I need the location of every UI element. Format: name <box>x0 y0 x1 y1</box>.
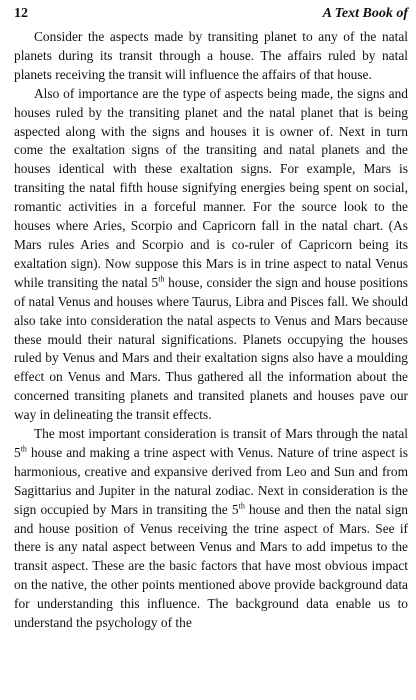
paragraph <box>14 28 408 85</box>
body-text <box>14 28 408 633</box>
paragraph-text: Also of importance are the type of aspects being made, the signs and houses ruled by the transiting planet and the natal planet that is being aspected along with the signs and houses it is owner of. Next in turn come the exaltation signs of the transiting and natal planets and the houses identical with these exaltation signs. For example, Mars is transiting the natal fifth house signifying energies being spent on social, romantic activities in a forceful manner. For the source look to the houses where Aries, Scorpio and Capricorn fall in the natal chart. (As Mars rules Aries and Scorpio and is co-ruler of Capricorn being its exaltation sign). Now suppose this Mars is in trine aspect to natal Venus while transiting the natal 5 <box>14 85 408 290</box>
paragraph-text: house, consider the sign and house positions of natal Venus and houses where Taurus, Libra and Pisces fall. We should also take into consideration the natal aspects to Venus and Mars because these mould their natural significations. Planets occupying the houses ruled by Venus and Mars and their exaltation signs also have a moulding effect on Venus and Mars. Thus gathered all the information about the concerned transiting planets and transited planets and houses pave our way in delineating the transit effects. <box>14 274 408 423</box>
paragraph <box>14 425 408 633</box>
superscript: th <box>158 274 165 284</box>
paragraph-text: house and making a trine aspect with Venus. Nature of trine aspect is harmonious, creative and expansive derived from Leo and Sun and from Sagittarius and Jupiter in the natural zodiac. Next in consideration is the sign occupied by Mars in transiting the 5 <box>14 444 408 517</box>
superscript: th <box>238 501 245 511</box>
page-header <box>14 6 408 28</box>
running-title: A Text Book of <box>322 6 408 21</box>
paragraph-text: Consider the aspects made by transiting planet to any of the natal planets during its transit through a house. The affairs ruled by natal planets receiving the transit will influence the affairs of that house. <box>14 29 408 82</box>
paragraph-text: house and then the natal sign and house position of Venus receiving the trine aspect of Mars. See if there is any natal aspect between Venus and Mars to add impetus to the transit aspect. These are the basic factors that have most obvious impact on the native, the other points mentioned above provide background data for understanding this influence. The background data enable us to understand the psychology of the <box>14 501 408 631</box>
page-number: 12 <box>14 6 28 21</box>
paragraph-text: The most important consideration is transit of Mars through the natal 5 <box>14 426 408 460</box>
superscript: th <box>20 444 27 454</box>
paragraph <box>14 85 408 425</box>
